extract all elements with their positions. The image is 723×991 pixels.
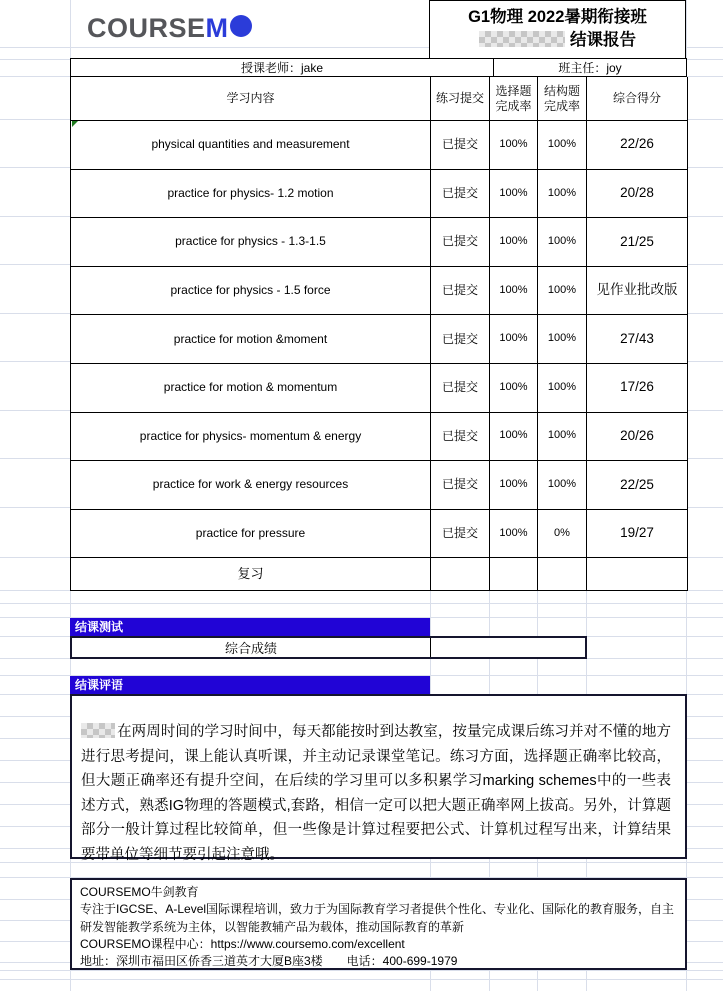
cell-content: practice for physics- 1.2 motion bbox=[71, 170, 431, 219]
cell-choice-rate: 100% bbox=[490, 461, 538, 510]
cell-choice-rate: 100% bbox=[490, 510, 538, 559]
cell-content: practice for physics - 1.3-1.5 bbox=[71, 218, 431, 267]
redacted-student-name-mosaic bbox=[81, 723, 115, 738]
cell-submitted: 已提交 bbox=[431, 461, 490, 510]
cell-submitted: 已提交 bbox=[431, 315, 490, 364]
col-header-structured-rate: 结构题完成率 bbox=[538, 77, 587, 121]
cell-score: 22/25 bbox=[587, 461, 688, 510]
col-header-submitted: 练习提交 bbox=[431, 77, 490, 121]
report-title-line2 bbox=[430, 29, 685, 52]
cell-content: practice for motion & momentum bbox=[71, 364, 431, 413]
cell-choice-rate: 100% bbox=[490, 170, 538, 219]
company-footer-box bbox=[70, 878, 687, 970]
cell-submitted: 已提交 bbox=[431, 121, 490, 170]
gridline bbox=[0, 603, 723, 604]
cell-structured-rate: 100% bbox=[538, 315, 587, 364]
footer-course-center-url: COURSEMO课程中心：https://www.coursemo.com/excellent bbox=[80, 936, 405, 951]
cell-choice-rate: 100% bbox=[490, 364, 538, 413]
cell-score: 22/26 bbox=[587, 121, 688, 170]
cell-structured-rate: 100% bbox=[538, 364, 587, 413]
logo-text-gray: COURSE bbox=[87, 13, 206, 43]
cell-score bbox=[587, 558, 688, 591]
gridline bbox=[0, 979, 723, 980]
cell-score: 17/26 bbox=[587, 364, 688, 413]
logo-text-blue: M bbox=[205, 13, 229, 43]
teacher-cell: 授课老师：jake bbox=[71, 59, 494, 76]
cell-submitted: 已提交 bbox=[431, 218, 490, 267]
overall-score-value bbox=[431, 638, 585, 657]
cell-structured-rate: 100% bbox=[538, 413, 587, 462]
cell-review: 复习 bbox=[71, 558, 431, 591]
cell-submitted: 已提交 bbox=[431, 267, 490, 316]
cell-content: practice for physics - 1.5 force bbox=[71, 267, 431, 316]
cell-score: 21/25 bbox=[587, 218, 688, 267]
cell-choice-rate bbox=[490, 558, 538, 591]
cell-score: 20/28 bbox=[587, 170, 688, 219]
cell-structured-rate: 100% bbox=[538, 267, 587, 316]
cell-content: physical quantities and measurement bbox=[71, 121, 431, 170]
cell-structured-rate: 100% bbox=[538, 461, 587, 510]
col-header-score: 综合得分 bbox=[587, 77, 688, 121]
class-master-cell: 班主任：joy bbox=[558, 61, 622, 75]
report-title-line1: G1物理 2022暑期衔接班 bbox=[468, 8, 647, 26]
overall-score-label: 综合成绩 bbox=[72, 638, 431, 657]
cell-error-indicator-icon bbox=[72, 121, 78, 127]
col-header-content: 学习内容 bbox=[71, 77, 431, 121]
col-header-choice-rate: 选择题完成率 bbox=[490, 77, 538, 121]
cell-structured-rate: 0% bbox=[538, 510, 587, 559]
cell-choice-rate: 100% bbox=[490, 315, 538, 364]
cell-structured-rate: 100% bbox=[538, 170, 587, 219]
footer-address-phone: 地址：深圳市福田区侨香三道英才大厦B座3楼 电话：400-699-1979 bbox=[80, 954, 458, 969]
cell-content: practice for pressure bbox=[71, 510, 431, 559]
cell-choice-rate: 100% bbox=[490, 121, 538, 170]
cell-submitted: 已提交 bbox=[431, 364, 490, 413]
report-title-suffix: 结课报告 bbox=[570, 31, 636, 49]
cell-structured-rate: 100% bbox=[538, 218, 587, 267]
cell-submitted bbox=[431, 558, 490, 591]
final-comment-text: 在两周时间的学习时间中，每天都能按时到达教室，按量完成课后练习并对不懂的地方进行思考提问，课上能认真听课，并主动记录课堂笔记。练习方面，选择题正确率比较高，但大题正确率还有提升空间，在后续的学习里可以多积累学习marking schemes中的一些表述方式，熟悉IG物理的答题模式,套路，相信一定可以把大题正确率网上拔高。另外，计算题部分一般计算过程比较简单，但一些像是计算过程要把公式、计算机过程写出来，计算结果要带单位等细节要引起注意哦。 bbox=[81, 724, 671, 863]
cell-score: 20/26 bbox=[587, 413, 688, 462]
final-comment-box bbox=[70, 694, 687, 863]
section-bar-final-comment: 结课评语 bbox=[70, 676, 430, 694]
cell-submitted: 已提交 bbox=[431, 170, 490, 219]
cell-choice-rate: 100% bbox=[490, 267, 538, 316]
cell-submitted: 已提交 bbox=[431, 510, 490, 559]
footer-company-name: COURSEMO牛剑教育 bbox=[80, 885, 199, 899]
cell-structured-rate: 100% bbox=[538, 121, 587, 170]
logo-dot-icon bbox=[230, 15, 252, 37]
coursemo-logo bbox=[87, 13, 252, 44]
cell-submitted: 已提交 bbox=[431, 413, 490, 462]
overall-score-row bbox=[70, 636, 587, 659]
footer-company-intro: 专注于IGCSE、A-Level国际课程培训，致力于为国际教育学习者提供个性化、专业化、国际化的教育服务，自主研发智能教学系统为主体，以智能教辅产品为载体，推动国际教育的革新 bbox=[80, 902, 675, 934]
report-title-box bbox=[429, 0, 686, 59]
section-bar-final-test: 结课测试 bbox=[70, 618, 430, 636]
teacher-info-row bbox=[70, 58, 687, 77]
cell-content: practice for physics- momentum & energy bbox=[71, 413, 431, 462]
cell-choice-rate: 100% bbox=[490, 218, 538, 267]
cell-content: practice for work & energy resources bbox=[71, 461, 431, 510]
results-table bbox=[70, 76, 687, 591]
cell-score: 19/27 bbox=[587, 510, 688, 559]
cell-choice-rate: 100% bbox=[490, 413, 538, 462]
cell-score: 见作业批改版 bbox=[587, 267, 688, 316]
redacted-student-name-mosaic bbox=[479, 31, 565, 47]
cell-score: 27/43 bbox=[587, 315, 688, 364]
cell-structured-rate bbox=[538, 558, 587, 591]
cell-content: practice for motion &moment bbox=[71, 315, 431, 364]
